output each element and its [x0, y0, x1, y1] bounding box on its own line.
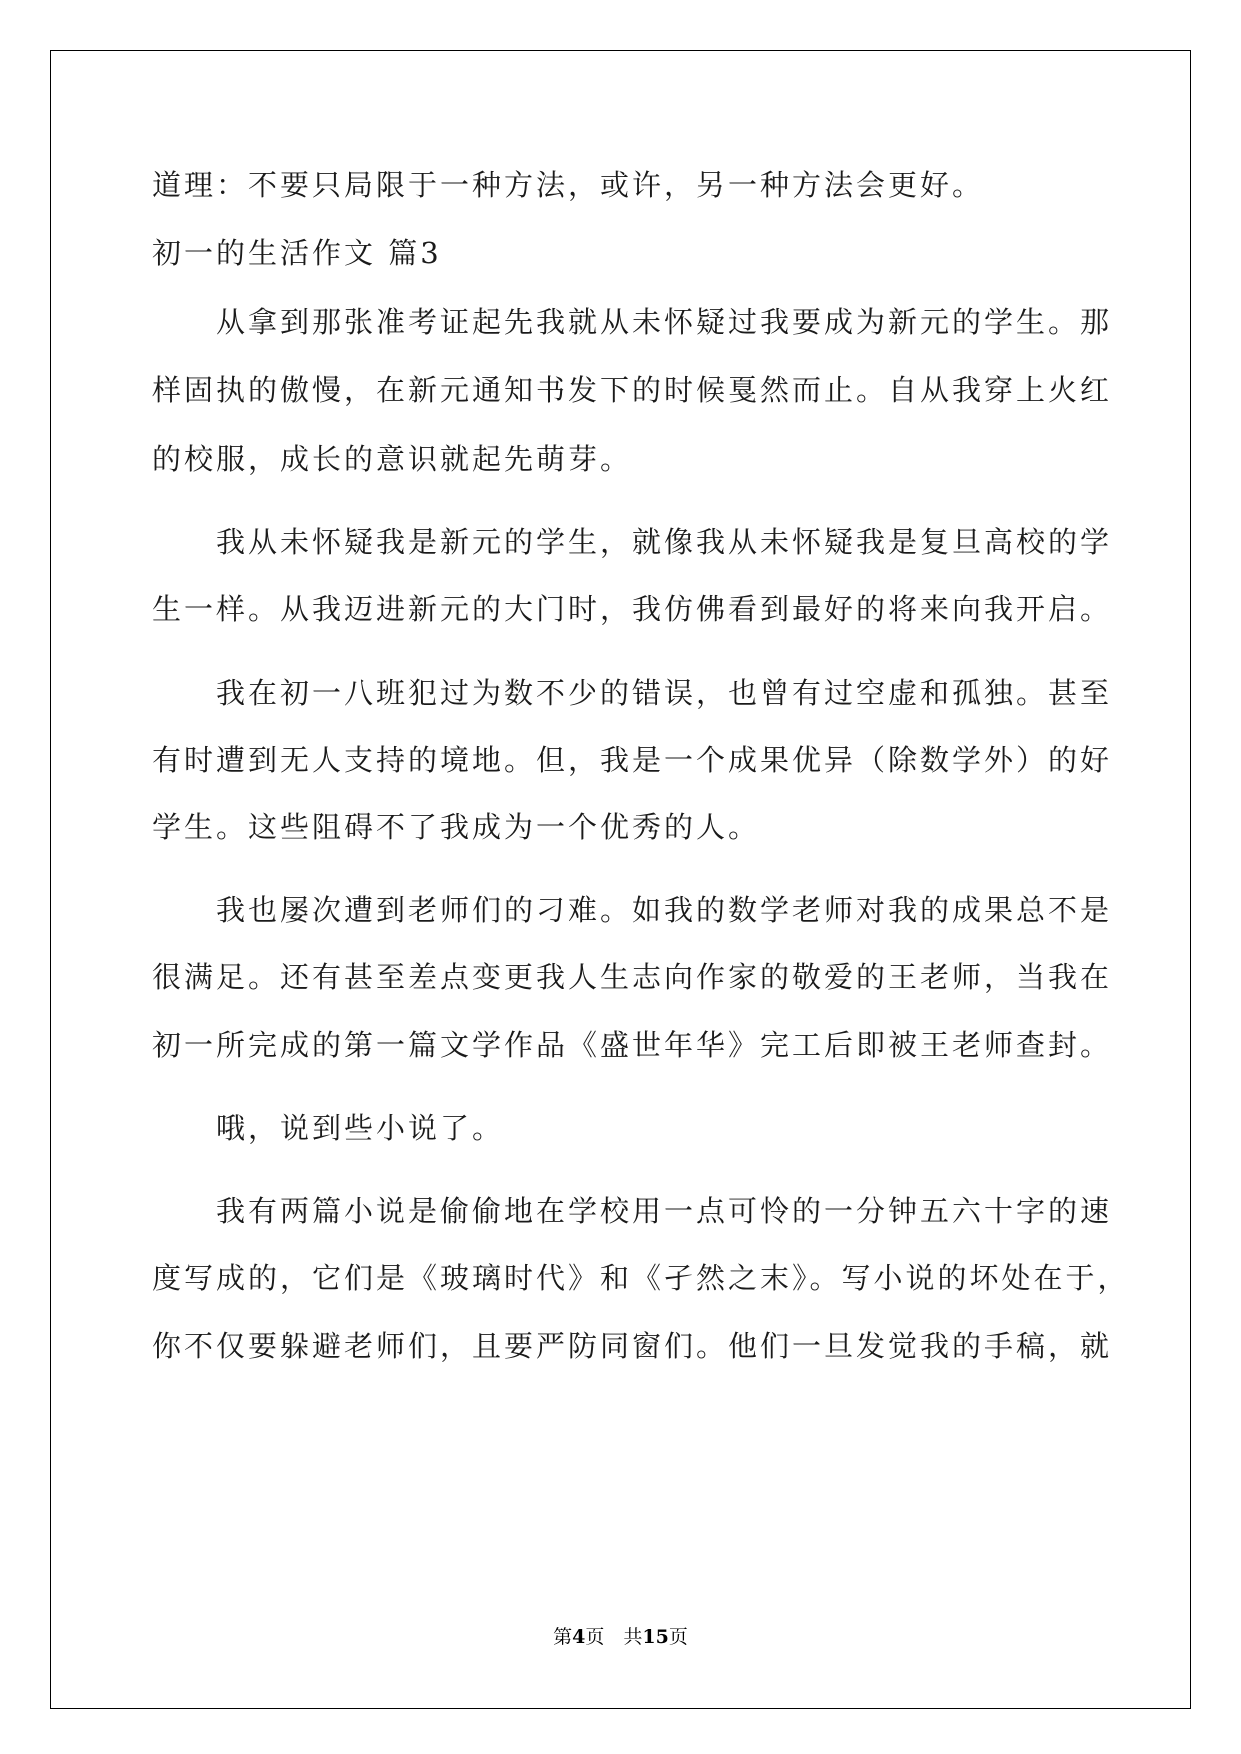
footer-suffix: 页: [668, 1626, 688, 1648]
text-line: 我从未怀疑我是新元的学生，就像我从未怀疑我是复旦高校的学: [152, 525, 1113, 559]
page-border: [50, 50, 1191, 1709]
text-line: 我也屡次遭到老师们的刁难。如我的数学老师对我的成果总不是: [152, 893, 1113, 927]
footer-prefix: 第: [553, 1626, 573, 1648]
text-line: 的校服，成长的意识就起先萌芽。: [152, 442, 633, 476]
text-line: 道理：不要只局限于一种方法，或许，另一种方法会更好。: [152, 168, 985, 202]
text-line: 你不仅要躲避老师们，且要严防同窗们。他们一旦发觉我的手稿，就: [152, 1329, 1113, 1363]
text-line: 初一所完成的第一篇文学作品《盛世年华》完工后即被王老师查封。: [152, 1028, 1113, 1062]
text-line: 从拿到那张准考证起先我就从未怀疑过我要成为新元的学生。那: [152, 305, 1113, 339]
text-line: 生一样。从我迈进新元的大门时，我仿佛看到最好的将来向我开启。: [152, 592, 1113, 626]
text-line: 样固执的傲慢，在新元通知书发下的时候戛然而止。自从我穿上火红: [152, 373, 1113, 407]
text-line: 学生。这些阻碍不了我成为一个优秀的人。: [152, 810, 761, 844]
page-footer: [0, 1622, 1241, 1649]
text-line: 度写成的，它们是《玻璃时代》和《孑然之末》。写小说的坏处在于，: [152, 1261, 1130, 1295]
text-line: 哦，说到些小说了。: [152, 1111, 505, 1145]
total-page-number: 15: [642, 1626, 669, 1648]
section-heading: 初一的生活作文 篇3: [152, 236, 442, 270]
text-line: 我在初一八班犯过为数不少的错误，也曾有过空虚和孤独。甚至: [152, 676, 1113, 710]
text-line: 有时遭到无人支持的境地。但，我是一个成果优异（除数学外）的好: [152, 743, 1113, 777]
current-page-number: 4: [572, 1626, 586, 1648]
text-line: 我有两篇小说是偷偷地在学校用一点可怜的一分钟五六十字的速: [152, 1194, 1113, 1228]
footer-middle: 页 共: [585, 1626, 643, 1648]
text-line: 很满足。还有甚至差点变更我人生志向作家的敬爱的王老师，当我在: [152, 960, 1113, 994]
